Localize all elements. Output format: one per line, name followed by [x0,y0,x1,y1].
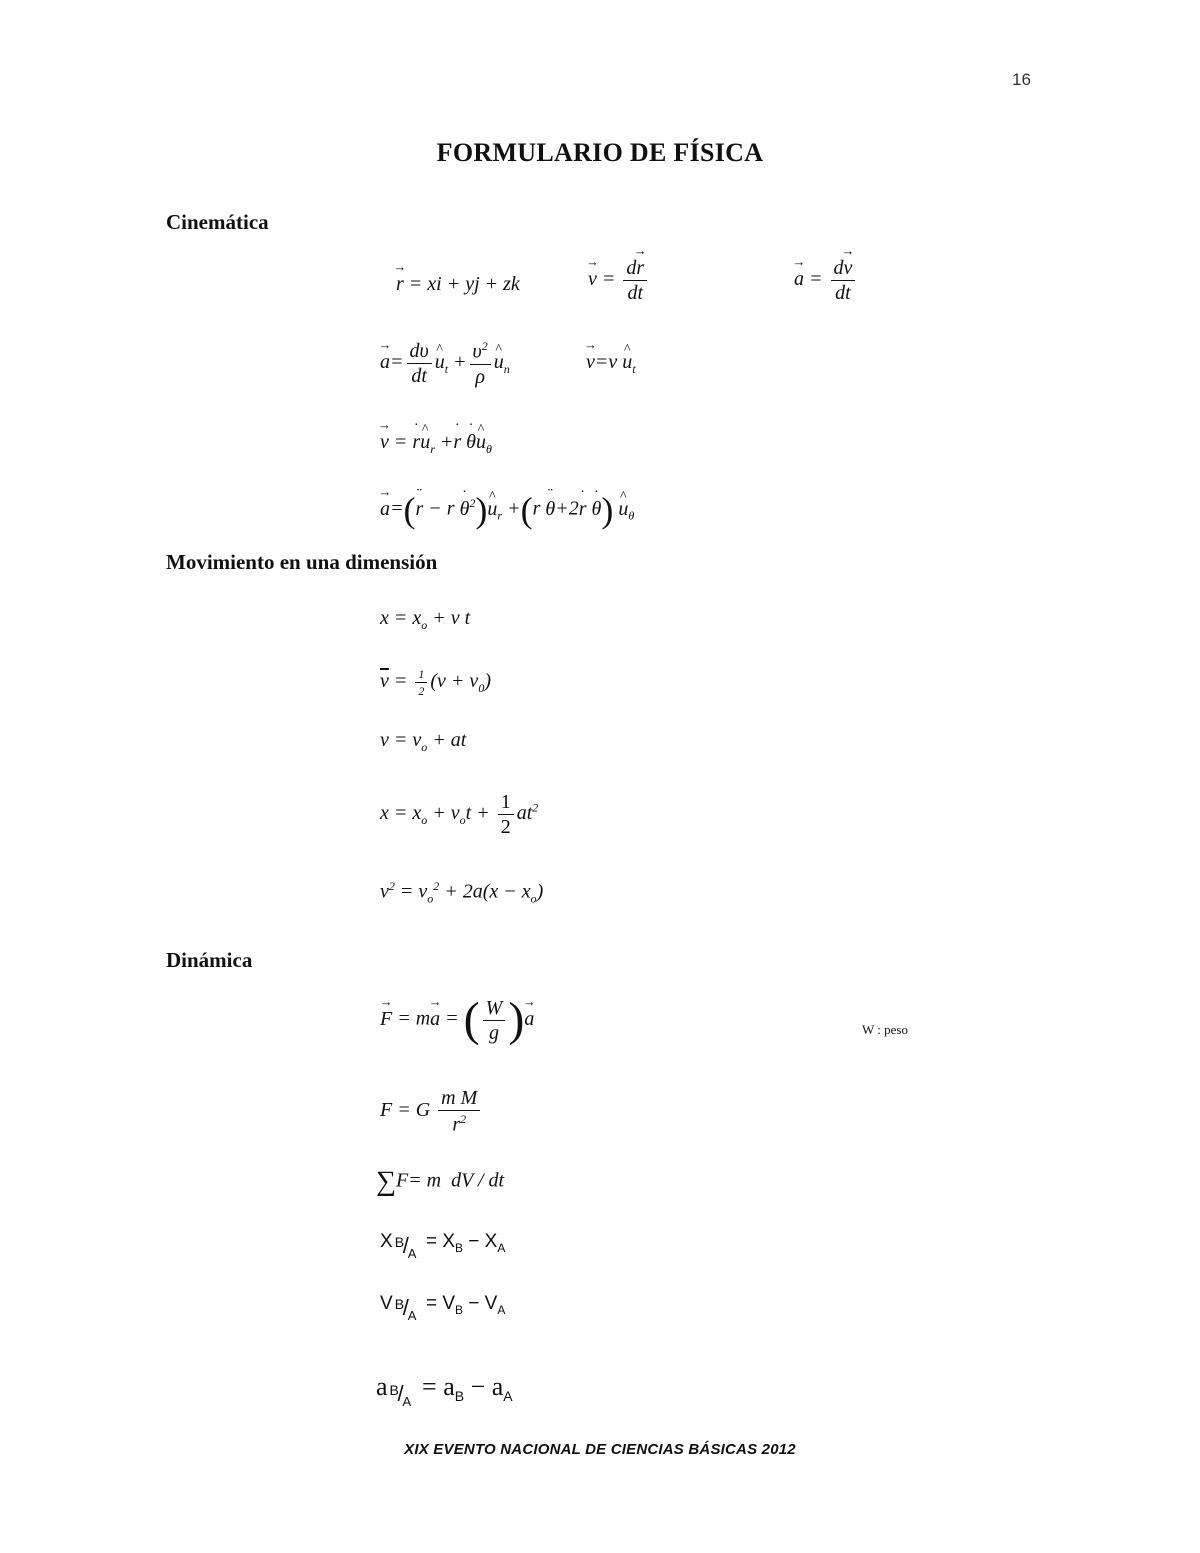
formula-velocity-tangential: → ν=ν ^ $u_t$ [586,352,636,375]
section-heading-movimiento: Movimiento en una dimensión [166,550,438,574]
formula-acceleration-polar: → a=(¨ r − r ˙ $\theta^2)\^{}$ $u_r +(r$ ¨ θ+2˙ r ˙ θ) ^ $u_\theta$ [380,492,634,528]
formula-position-uniform: $x = x_o + v$ t [380,607,471,632]
formula-sum-forces: ∑F= m dV / dt [376,1166,505,1197]
formula-relative-position: X B / A = $X_B - X_A$ [380,1231,506,1261]
formula-acceleration-intrinsic: → a= $\frac{d\upsilon}{dt}$ ^ $u_t$ + $\frac{\upsilon^2}{\rho}$ ^ $u_n$ [380,340,510,387]
section-heading-cinematica: Cinemática [166,210,269,234]
formula-newton-second-law: → F = m→ a = ( $\frac{W}{g}$ )→ a [380,996,534,1044]
page-number: 16 [1012,70,1031,89]
page-title: FORMULARIO DE FÍSICA [436,138,764,167]
formula-velocity-squared: $v^2 = v_o^2 + 2a(x - x_o)$ [380,879,544,906]
note-weight: W : peso [862,1022,908,1037]
formula-velocity-derivative: → v = $\frac{d\to r}{dt}$ [588,258,650,303]
formula-position-time: $x = x_o + v_ot$ + $\frac{1}{2}$ $at^2$ [380,791,539,838]
page-footer: XIX EVENTO NACIONAL DE CIENCIAS BÁSICAS 2012 [404,1441,796,1458]
formula-acceleration-derivative: → a = $\frac{d\to v}{dt}$ [794,258,858,303]
formula-gravitation: F = G $\frac{\text{m M}}{r^2}$ [380,1088,483,1135]
formula-average-velocity: $\overline{v}$ = $\frac{1}{2}$ $(v + v_0)$ [380,667,491,698]
formula-velocity-time: $v = v_o$ + at [380,729,467,754]
formula-velocity-polar: → ν = ˙ r^ $u_r$ +˙ r ˙ θ^ $u_\theta$ [380,432,492,455]
formula-relative-velocity: V B / A = $V_B - V_A$ [380,1293,506,1323]
section-heading-dinamica: Dinámica [166,948,253,972]
formula-position-vector: → r = xi + yj + zk [396,274,520,294]
formula-relative-acceleration: a B / A = $a_B - a_A$ [376,1372,513,1409]
